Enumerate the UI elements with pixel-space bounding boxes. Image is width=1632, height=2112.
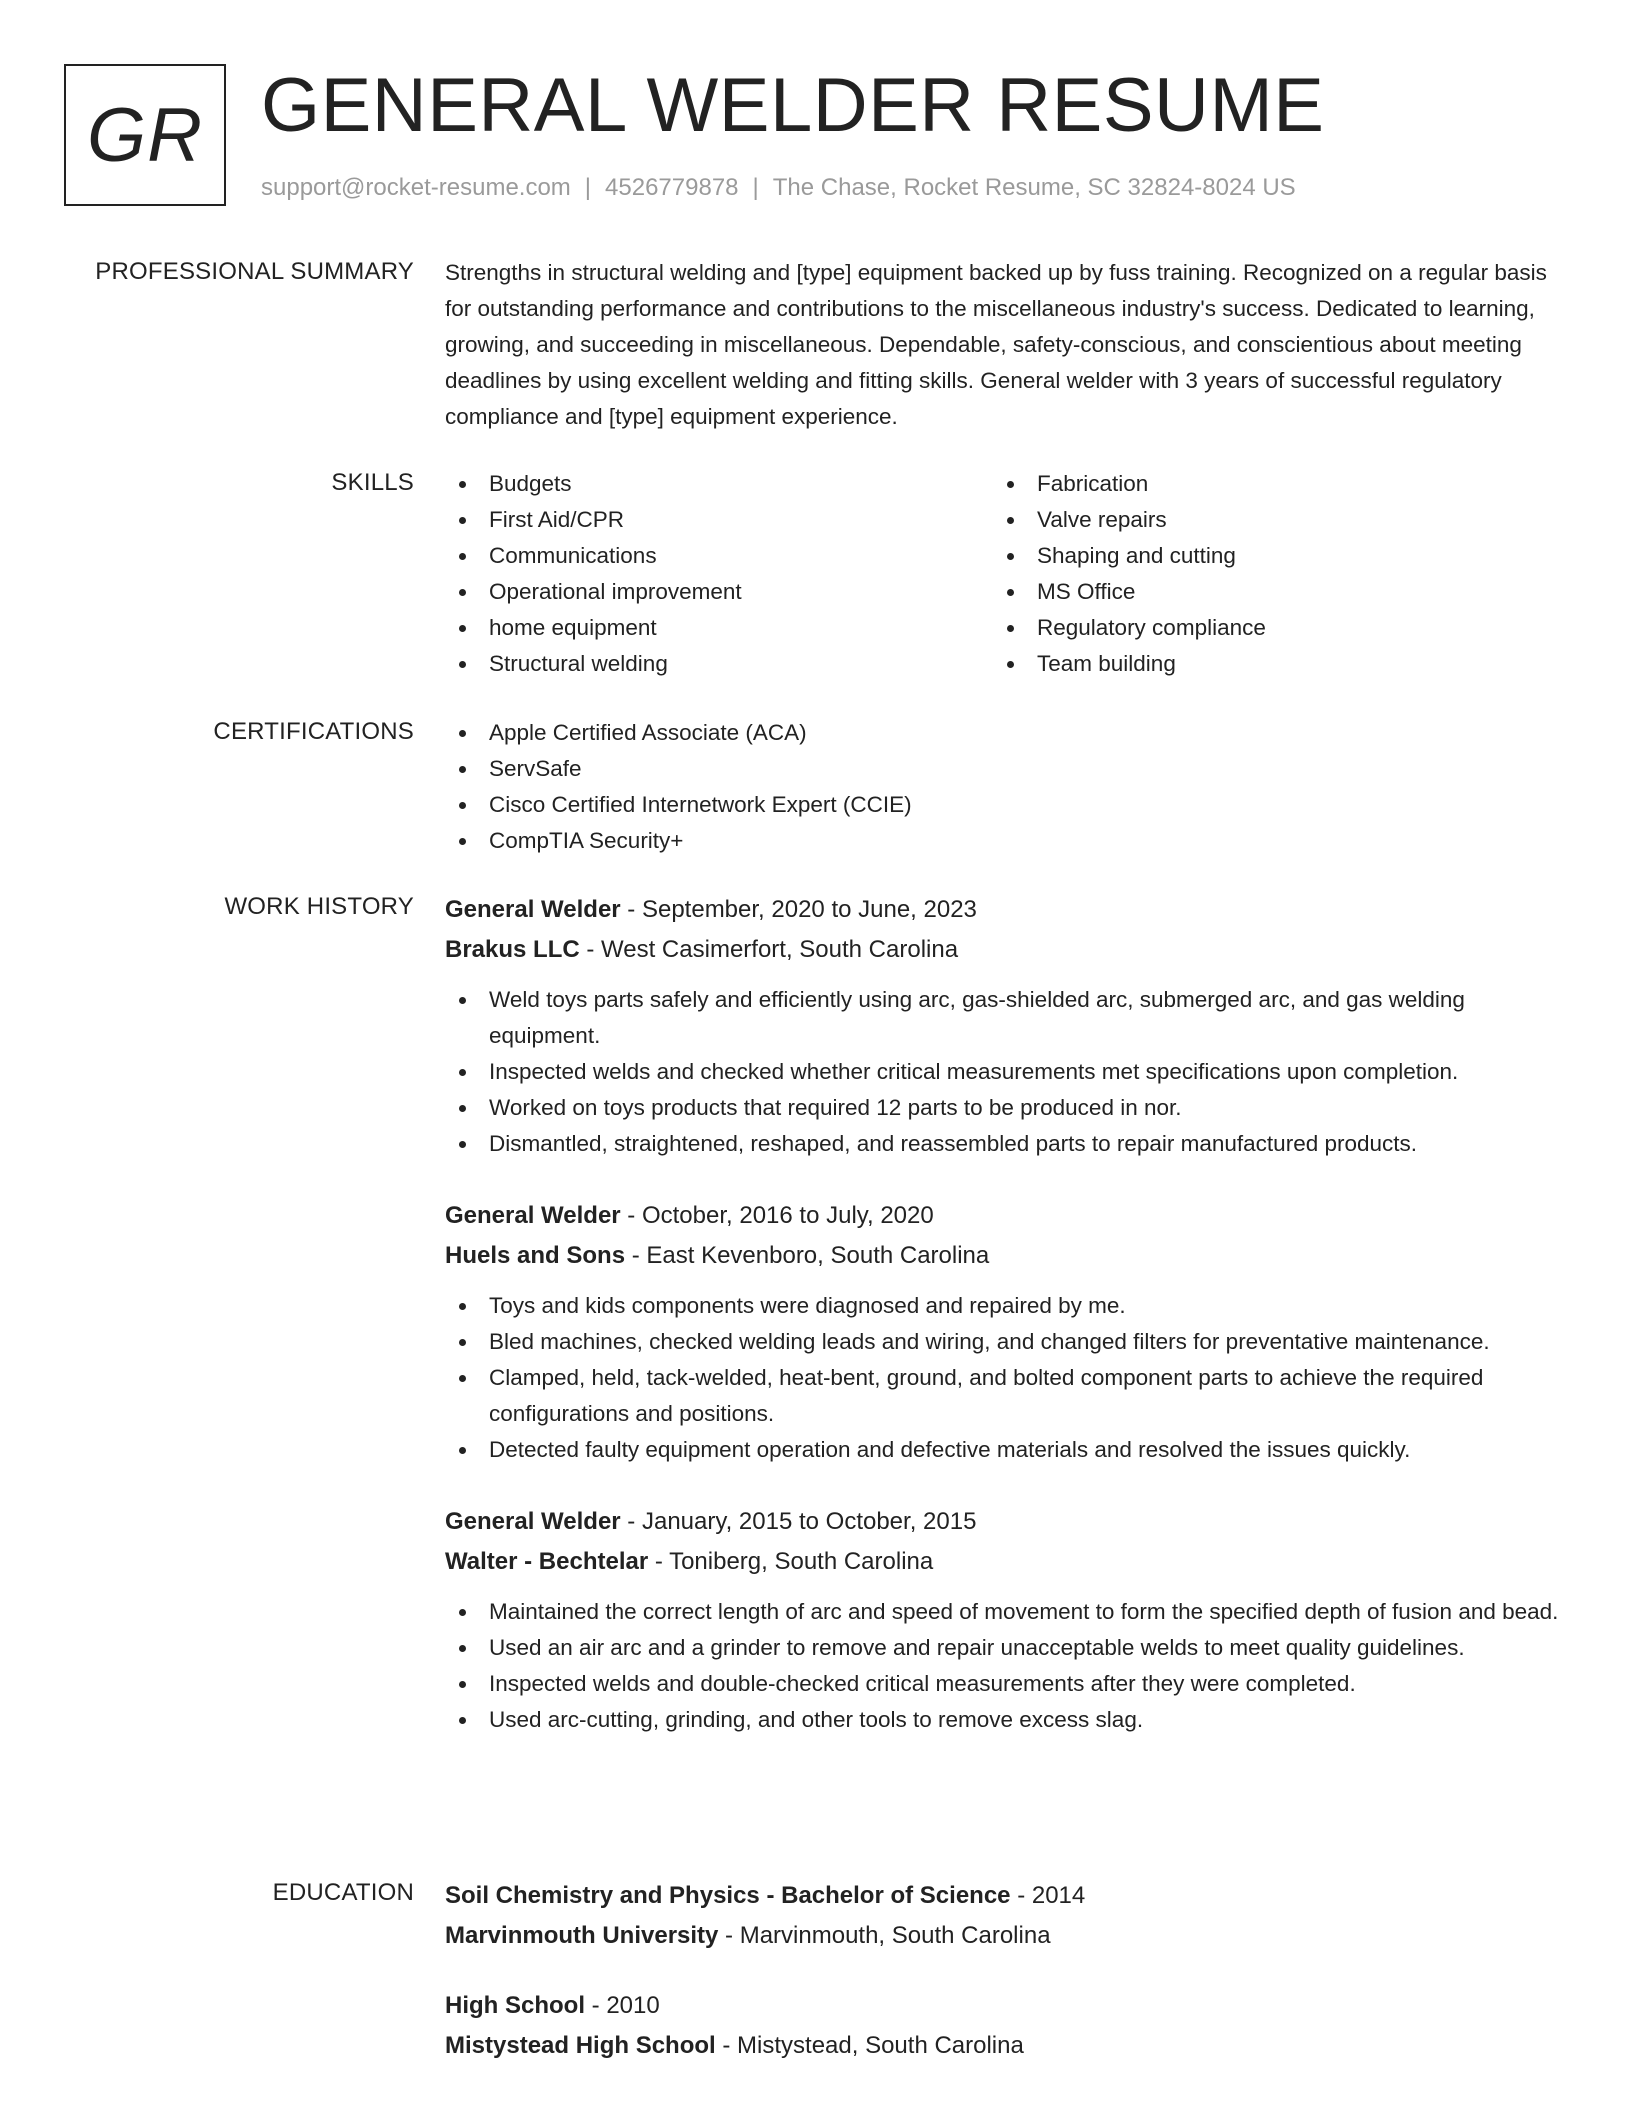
job-duty: Toys and kids components were diagnosed and repaired by me.: [445, 1288, 1565, 1324]
job-title-line: [445, 1196, 1565, 1236]
job-duty: Bled machines, checked welding leads and wiring, and changed filters for preventative maintenance.: [445, 1324, 1565, 1360]
job-duties: [445, 982, 1565, 1162]
summary-heading: PROFESSIONAL SUMMARY: [95, 258, 414, 285]
work-history-list: [445, 890, 1565, 1772]
job-company: Huels and Sons: [445, 1242, 626, 1269]
skill-item: First Aid/CPR: [445, 502, 993, 538]
job-title: General Welder: [445, 1202, 621, 1229]
education-degree-line: [445, 1986, 1565, 2026]
skills-list: [445, 466, 1565, 682]
certifications-list: [445, 715, 1565, 859]
job-dates: - January, 2015 to October, 2015: [620, 1508, 977, 1535]
education-heading: EDUCATION: [272, 1879, 414, 1906]
job-duty: Clamped, held, tack-welded, heat-bent, ground, and bolted component parts to achieve the required configurations and positions.: [445, 1360, 1565, 1432]
summary-text: Strengths in structural welding and [type] equipment backed up by fuss training. Recognized on a regular basis for outstanding performance and contributions to the miscellaneous industry's success. Dedicated to learning, growing, and succeeding in miscellaneous. Dependable, safety-conscious, and conscientious about meeting deadlines by using excellent welding and fitting skills. General welder with 3 years of successful regulatory compliance and [type] equipment experience.: [445, 260, 1547, 429]
education-school: Mistystead High School: [445, 2032, 716, 2059]
job-location: - Toniberg, South Carolina: [648, 1548, 934, 1575]
job-entry: [445, 1196, 1565, 1468]
job-entry: [445, 1502, 1565, 1738]
job-location: - East Kevenboro, South Carolina: [625, 1242, 990, 1269]
education-degree-line: [445, 1876, 1565, 1916]
skill-item: MS Office: [993, 574, 1541, 610]
skills-heading: SKILLS: [331, 469, 414, 496]
job-duty: Inspected welds and double-checked critical measurements after they were completed.: [445, 1666, 1565, 1702]
education-degree: Soil Chemistry and Physics - Bachelor of Science: [445, 1882, 1011, 1909]
page-title: GENERAL WELDER RESUME: [261, 63, 1325, 148]
certification-item: CompTIA Security+: [445, 823, 1565, 859]
job-location: - West Casimerfort, South Carolina: [579, 936, 959, 963]
contact-separator: |: [752, 174, 759, 201]
skill-item: Team building: [993, 646, 1541, 682]
contact-phone[interactable]: 4526779878: [605, 174, 739, 201]
job-company-line: [445, 1236, 1565, 1276]
education-entry: [445, 1876, 1565, 1956]
certification-item: Cisco Certified Internetwork Expert (CCIE): [445, 787, 1565, 823]
contact-address: The Chase, Rocket Resume, SC 32824-8024 US: [772, 174, 1296, 201]
job-duty: Dismantled, straightened, reshaped, and reassembled parts to repair manufactured products.: [445, 1126, 1565, 1162]
job-duty: Maintained the correct length of arc and speed of movement to form the specified depth of fusion and bead.: [445, 1594, 1565, 1630]
contact-separator: |: [584, 174, 592, 201]
certification-item: Apple Certified Associate (ACA): [445, 715, 1565, 751]
education-school-line: [445, 1916, 1565, 1956]
skill-item: Shaping and cutting: [993, 538, 1541, 574]
resume-header: [64, 64, 1564, 214]
job-title: General Welder: [445, 896, 621, 923]
skills-column-left: [445, 466, 993, 682]
job-title-line: [445, 1502, 1565, 1542]
skill-item: Budgets: [445, 466, 993, 502]
job-dates: - October, 2016 to July, 2020: [620, 1202, 934, 1229]
contact-email[interactable]: support@rocket-resume.com: [261, 174, 571, 201]
certification-item: ServSafe: [445, 751, 1565, 787]
job-duties: [445, 1594, 1565, 1738]
education-degree: High School: [445, 1992, 585, 2019]
education-location: - Mistystead, South Carolina: [715, 2032, 1024, 2059]
job-entry: [445, 890, 1565, 1162]
education-location: - Marvinmouth, South Carolina: [718, 1922, 1051, 1949]
skill-item: Structural welding: [445, 646, 993, 682]
skill-item: Valve repairs: [993, 502, 1541, 538]
job-title-line: [445, 890, 1565, 930]
certifications-heading: CERTIFICATIONS: [213, 718, 414, 745]
education-entry: [445, 1986, 1565, 2066]
skill-item: Communications: [445, 538, 993, 574]
monogram-logo: GR: [64, 64, 226, 206]
job-company-line: [445, 1542, 1565, 1582]
education-year: - 2010: [585, 1992, 660, 2019]
job-dates: - September, 2020 to June, 2023: [620, 896, 977, 923]
skills-column-right: [993, 466, 1541, 682]
skill-item: Regulatory compliance: [993, 610, 1541, 646]
job-duty: Used an air arc and a grinder to remove and repair unacceptable welds to meet quality guidelines.: [445, 1630, 1565, 1666]
education-school: Marvinmouth University: [445, 1922, 719, 1949]
education-school-line: [445, 2026, 1565, 2066]
job-duty: Inspected welds and checked whether critical measurements met specifications upon completion.: [445, 1054, 1565, 1090]
job-duties: [445, 1288, 1565, 1468]
job-duty: Detected faulty equipment operation and defective materials and resolved the issues quickly.: [445, 1432, 1565, 1468]
work-history-heading: WORK HISTORY: [224, 893, 414, 920]
job-duty: Worked on toys products that required 12 parts to be produced in nor.: [445, 1090, 1565, 1126]
job-company: Brakus LLC: [445, 936, 580, 963]
contact-line: [261, 174, 1296, 202]
education-list: [445, 1876, 1565, 2096]
skill-item: Operational improvement: [445, 574, 993, 610]
job-title: General Welder: [445, 1508, 621, 1535]
skill-item: home equipment: [445, 610, 993, 646]
skill-item: Fabrication: [993, 466, 1541, 502]
job-company: Walter - Bechtelar: [445, 1548, 649, 1575]
job-duty: Weld toys parts safely and efficiently using arc, gas-shielded arc, submerged arc, and gas welding equipment.: [445, 982, 1565, 1054]
job-company-line: [445, 930, 1565, 970]
education-year: - 2014: [1010, 1882, 1086, 1909]
job-duty: Used arc-cutting, grinding, and other tools to remove excess slag.: [445, 1702, 1565, 1738]
